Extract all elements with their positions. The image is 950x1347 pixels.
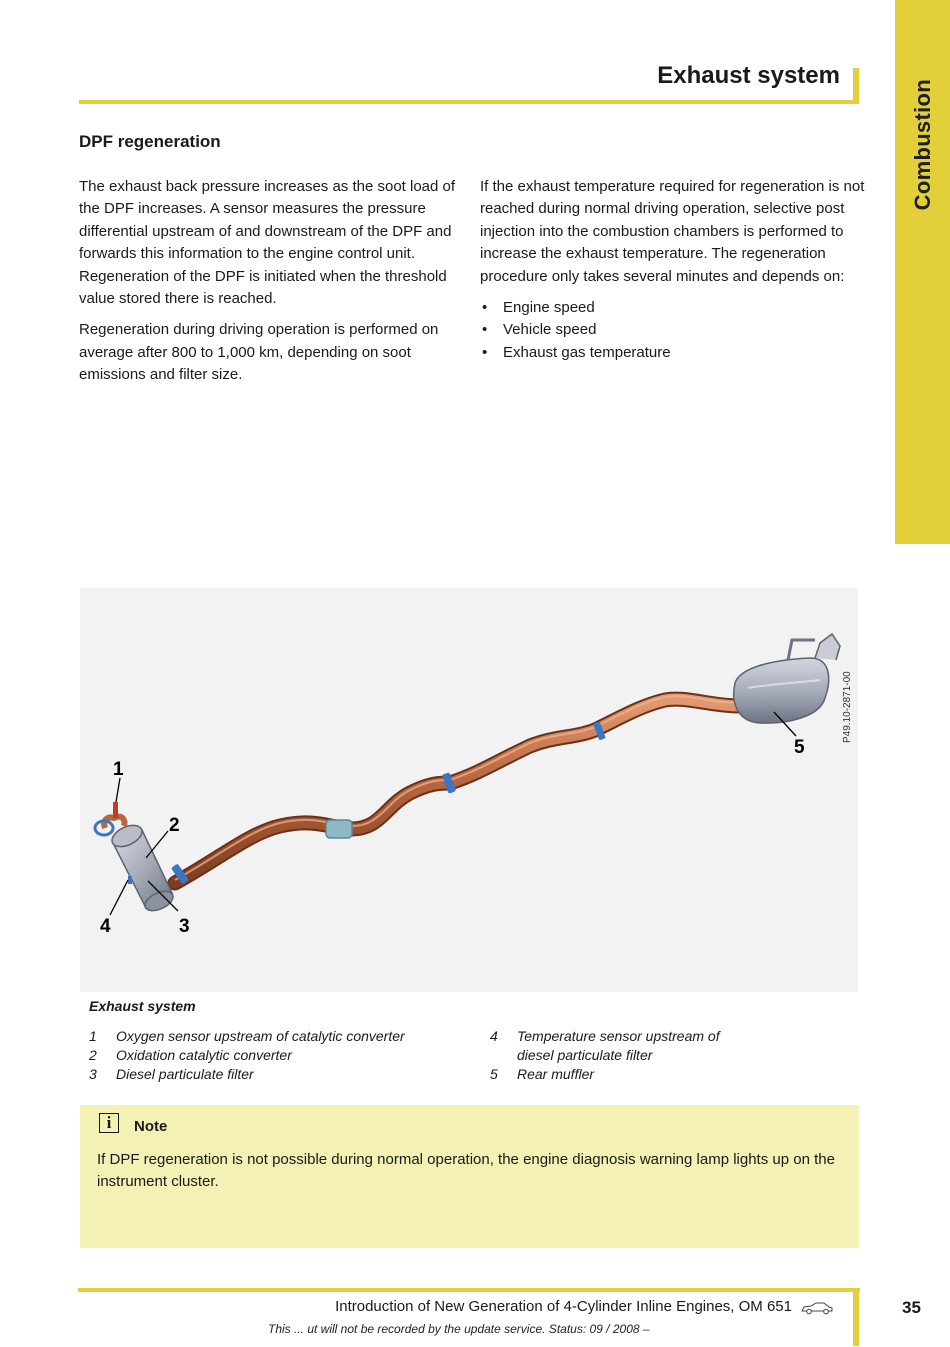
callout-4: 4 bbox=[100, 916, 111, 937]
callout-3: 3 bbox=[179, 916, 190, 937]
caption-number: 2 bbox=[89, 1047, 97, 1063]
paragraph: Regeneration during driving operation is performed on average after 800 to 1,000 km, depending on soot emissions and filter size. bbox=[79, 321, 439, 384]
callout-leader bbox=[110, 880, 128, 915]
caption-text: Temperature sensor upstream of bbox=[517, 1028, 720, 1044]
bullet: • bbox=[482, 343, 488, 361]
right-column bbox=[480, 176, 865, 364]
footer-bracket bbox=[853, 1288, 859, 1346]
page-title: Exhaust system bbox=[657, 62, 840, 89]
section-heading: DPF regeneration bbox=[79, 132, 221, 151]
caption-text: Oxygen sensor upstream of catalytic converter bbox=[116, 1028, 405, 1044]
bullet: • bbox=[482, 299, 488, 317]
caption-number: 4 bbox=[490, 1028, 498, 1044]
callout-leader bbox=[116, 778, 120, 802]
caption-text: Rear muffler bbox=[517, 1066, 595, 1082]
rear-muffler bbox=[734, 634, 840, 723]
header-rule bbox=[79, 100, 859, 104]
exhaust-system-illustration bbox=[80, 588, 858, 992]
paragraph: The exhaust back pressure increases as the soot load of the DPF increases. A sensor measures the pressure differential upstream of and downstream of the DPF and forwards this information to the engine control unit. Regeneration of the DPF is initiated when the threshold value stored there is reached. bbox=[79, 178, 456, 308]
list-item-text: Engine speed bbox=[503, 299, 595, 317]
left-column bbox=[79, 176, 464, 396]
exhaust-pipe bbox=[175, 699, 740, 883]
note-title: Note bbox=[134, 1118, 168, 1135]
list-item-text: Exhaust gas temperature bbox=[503, 343, 671, 361]
info-icon: i bbox=[99, 1113, 119, 1133]
list-item bbox=[480, 297, 865, 319]
note-box bbox=[80, 1105, 859, 1248]
car-icon bbox=[801, 1301, 833, 1315]
caption-number: 1 bbox=[89, 1028, 97, 1044]
caption-text: Diesel particulate filter bbox=[116, 1066, 254, 1082]
figure-caption-title: Exhaust system bbox=[89, 998, 196, 1014]
caption-number: 5 bbox=[490, 1066, 498, 1082]
figure-code: P49.10-2871-00 bbox=[842, 671, 853, 743]
callout-5: 5 bbox=[794, 737, 805, 758]
note-text: If DPF regeneration is not possible during normal operation, the engine diagnosis warning lamp lights up on the instrument cluster. bbox=[97, 1151, 835, 1191]
footer-rule bbox=[78, 1288, 860, 1292]
list-item bbox=[480, 319, 865, 341]
list-item-text: Vehicle speed bbox=[503, 321, 597, 339]
list-item bbox=[480, 342, 865, 364]
paragraph: If the exhaust temperature required for regeneration is not reached during normal driving operation, selective post injection into the combustion chambers is performed to increase the exhaust temperature. The regeneration procedure only takes several minutes and depends on: bbox=[480, 178, 865, 285]
callout-1: 1 bbox=[113, 759, 124, 780]
exhaust-system-figure bbox=[80, 588, 858, 992]
header-bracket bbox=[853, 68, 859, 104]
caption-number: 3 bbox=[89, 1066, 97, 1082]
flex-coupling bbox=[326, 820, 352, 838]
caption-text: Oxidation catalytic converter bbox=[116, 1047, 292, 1063]
page-number: 35 bbox=[902, 1298, 921, 1317]
callout-2: 2 bbox=[169, 815, 180, 836]
caption-text: diesel particulate filter bbox=[517, 1047, 653, 1063]
bullet: • bbox=[482, 321, 488, 339]
bullet-list bbox=[480, 297, 865, 364]
side-tab-label: Combustion bbox=[909, 78, 935, 210]
footer-title: Introduction of New Generation of 4-Cylinder Inline Engines, OM 651 bbox=[335, 1298, 792, 1315]
footer-note: This ... ut will not be recorded by the update service. Status: 09 / 2008 – bbox=[268, 1322, 650, 1336]
side-tab bbox=[895, 0, 950, 544]
